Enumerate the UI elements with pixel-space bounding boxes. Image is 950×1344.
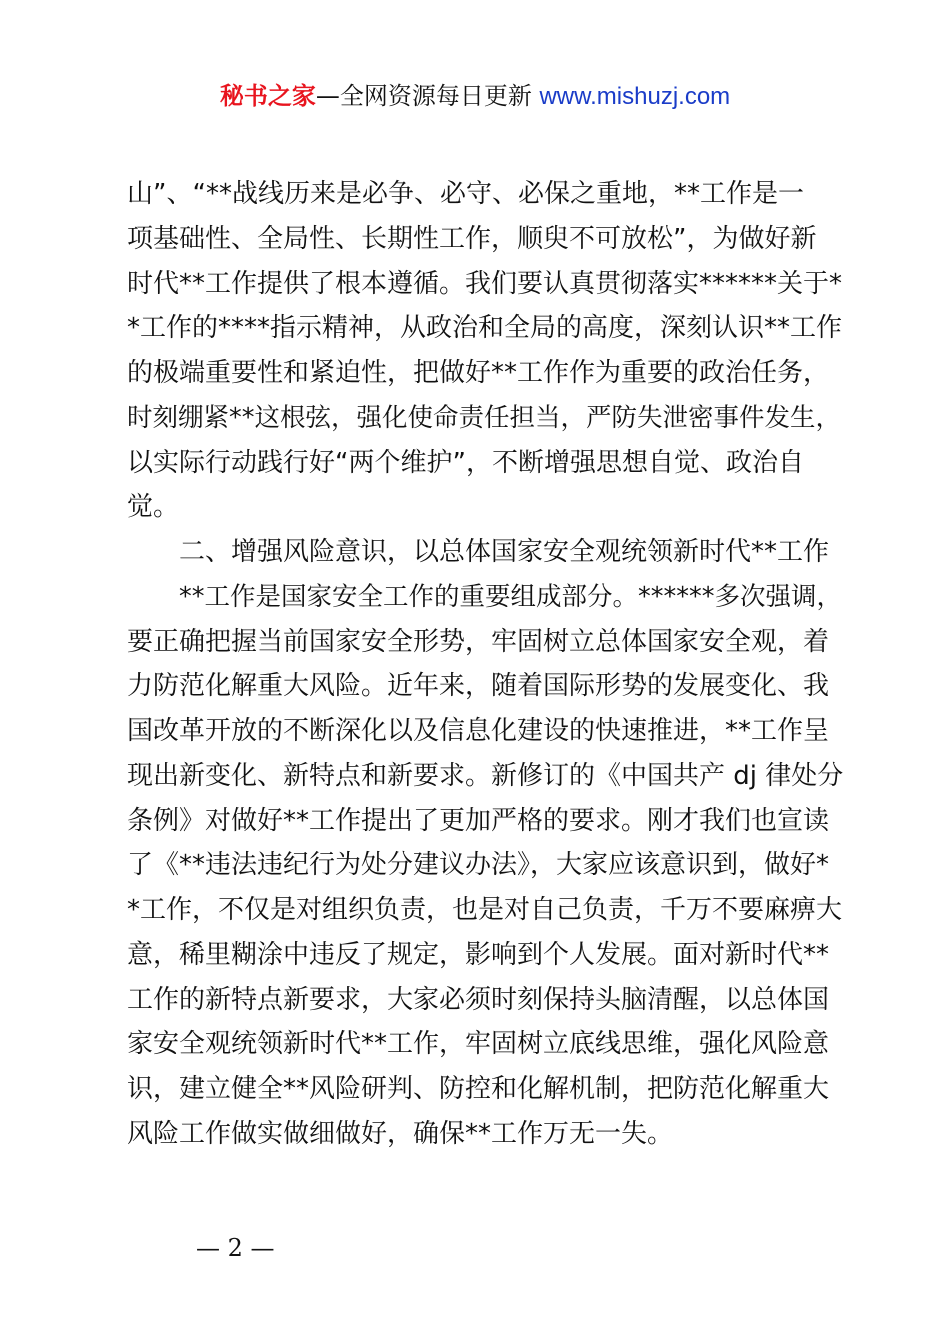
body-line: 现出新变化、新特点和新要求。新修订的《中国共产 dj 律处分 [127,760,844,791]
body-line: 风险工作做实做细做好，确保**工作万无一失。 [127,1118,674,1149]
body-line: 意，稀里糊涂中违反了规定，影响到个人发展。面对新时代** [127,939,830,970]
site-banner [0,80,950,113]
section-heading: 二、增强风险意识，以总体国家安全观统领新时代**工作 [179,537,830,567]
body-line: 以实际行动践行好“两个维护”，不断增强思想自觉、政治自 [127,447,804,478]
body-line: 时刻绷紧**这根弦，强化使命责任担当，严防失泄密事件发生， [127,402,842,433]
body-line: 国改革开放的不断深化以及信息化建设的快速推进，**工作呈 [127,716,830,746]
body-line: 项基础性、全局性、长期性工作，顺臾不可放松”，为做好新 [127,223,817,254]
body-line: 识，建立健全**风险研判、防控和化解机制，把防范化解重大 [127,1074,830,1104]
body-line: 工作的新特点新要求，大家必须时刻保持头脑清醒，以总体国 [127,984,830,1015]
body-line: *工作，不仅是对组织负责，也是对自己负责，千万不要麻痹大 [127,895,843,925]
body-line: 条例》对做好**工作提出了更加严格的要求。刚才我们也宣读 [127,805,830,836]
body-line: 了《**违法违纪行为处分建议办法》，大家应该意识到，做好* [127,850,830,881]
site-slogan: —全网资源每日更新 [315,82,532,110]
body-line: *工作的****指示精神，从政治和全局的高度，深刻认识**工作 [127,313,843,344]
body-line: 山”、“**战线历来是必争、必守、必保之重地，**工作是一 [127,179,804,209]
paragraph-first-line: **工作是国家安全工作的重要组成部分。******多次强调， [179,581,843,612]
page-number: — 2 — [196,1234,275,1262]
body-line: 力防范化解重大风险。近年来，随着国际形势的发展变化、我 [127,671,830,702]
site-url-link[interactable]: www.mishuzj.com [539,83,731,110]
body-line: 觉。 [127,492,180,523]
body-line: 的极端重要性和紧迫性，把做好**工作作为重要的政治任务， [127,358,830,388]
document-body [127,172,847,1157]
body-line: 要正确把握当前国家安全形势，牢固树立总体国家安全观，着 [127,626,830,657]
site-brand: 秘书之家 [219,82,316,110]
body-line: 家安全观统领新时代**工作，牢固树立底线思维，强化风险意 [127,1029,830,1060]
body-line: 时代**工作提供了根本遵循。我们要认真贯彻落实******关于* [127,268,843,299]
